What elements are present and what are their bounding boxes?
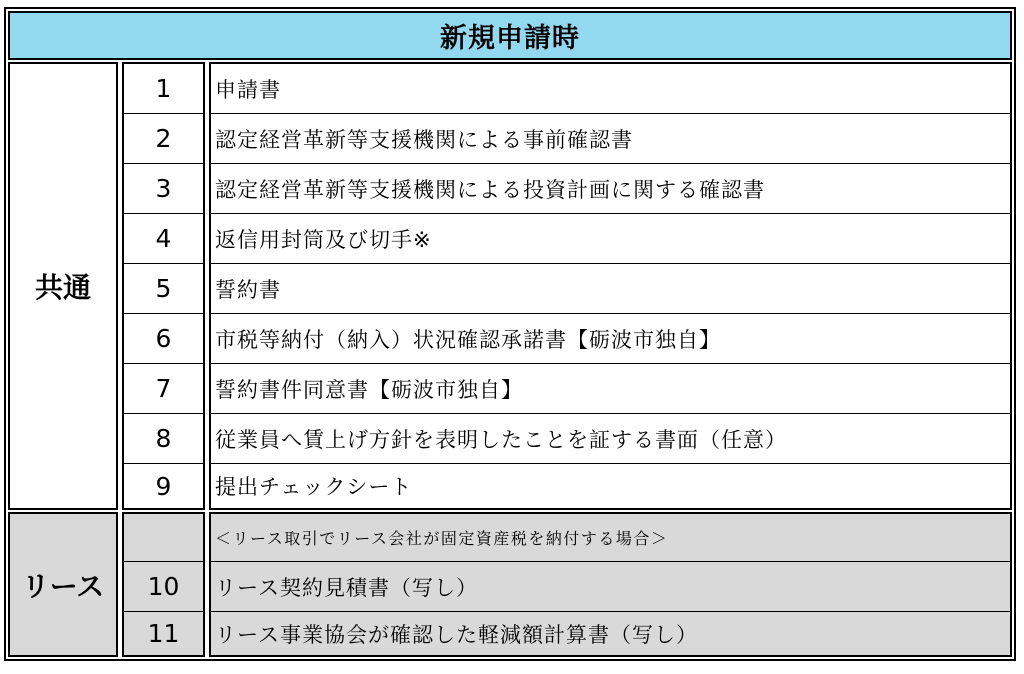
document-item: 市税等納付（納入）状況確認承諾書【砺波市独自】	[211, 314, 1010, 364]
group-label-common: 共通	[8, 62, 118, 510]
document-item: 申請書	[211, 64, 1010, 114]
row-number: 5	[124, 264, 203, 314]
group-label-lease: リース	[8, 512, 118, 657]
table-title: 新規申請時	[8, 11, 1012, 60]
row-number: 10	[124, 562, 203, 612]
lease-condition-note: ＜リース取引でリース会社が固定資産税を納付する場合＞	[211, 514, 1010, 562]
document-item: リース契約見積書（写し）	[211, 562, 1010, 612]
item-column-lease	[209, 512, 1012, 657]
number-column-lease	[122, 512, 205, 657]
document-item: 従業員へ賃上げ方針を表明したことを証する書面（任意）	[211, 414, 1010, 464]
document-item: 提出チェックシート	[215, 475, 413, 499]
row-number: 2	[124, 114, 203, 164]
row-number: 8	[124, 414, 203, 464]
document-item: 返信用封筒及び切手※	[211, 214, 1010, 264]
document-item: リース事業協会が確認した軽減額計算書（写し）	[215, 622, 698, 647]
row-number: 6	[124, 314, 203, 364]
row-number: 1	[124, 64, 203, 114]
document-item: 誓約書件同意書【砺波市独自】	[211, 364, 1010, 414]
number-column-common	[122, 62, 205, 510]
document-item: 認定経営革新等支援機関による投資計画に関する確認書	[211, 164, 1010, 214]
row-number: 9	[155, 471, 172, 501]
row-number	[124, 514, 203, 562]
row-number: 11	[147, 619, 180, 648]
row-number: 7	[124, 364, 203, 414]
item-column-common	[209, 62, 1012, 510]
row-number: 3	[124, 164, 203, 214]
document-item: 認定経営革新等支援機関による事前確認書	[211, 114, 1010, 164]
document-item: 誓約書	[211, 264, 1010, 314]
row-number: 4	[124, 214, 203, 264]
